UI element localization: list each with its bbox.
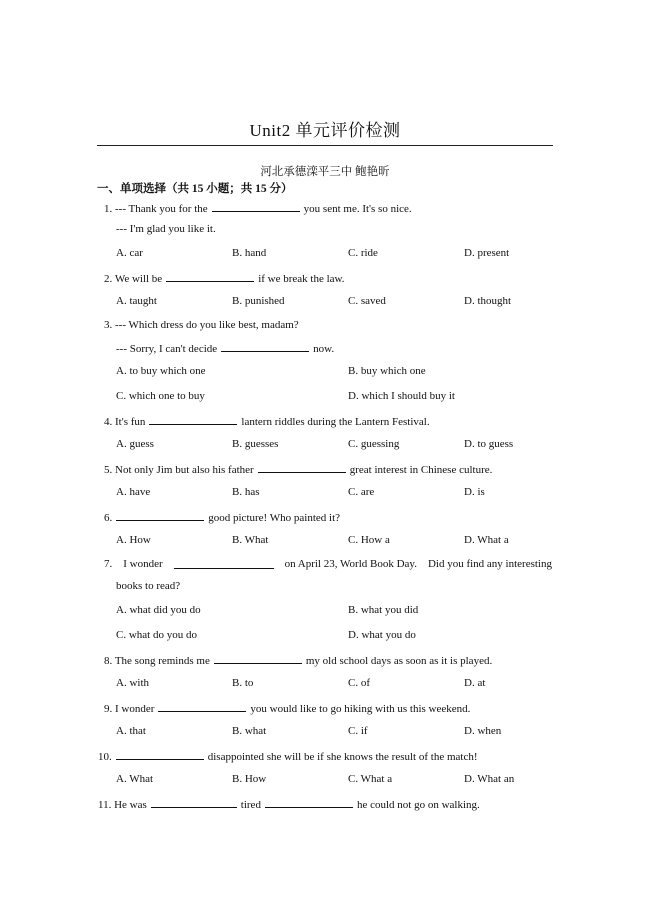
option-a: A. that	[116, 725, 146, 737]
option-d: D. What an	[464, 773, 515, 785]
option-d: D. present	[464, 247, 510, 259]
question-10: 10. disappointed she will be if she knows the result of the match!	[98, 748, 478, 764]
question-2: 2. We will be if we break the law.	[104, 270, 345, 286]
option-d: D. thought	[464, 295, 512, 307]
option-a: A. taught	[116, 295, 157, 307]
question-number: 2.	[104, 273, 113, 285]
answer-blank	[258, 461, 346, 473]
option-c: C. of	[348, 677, 370, 689]
question-8: 8. The song reminds me my old school days as soon as it is played.	[104, 652, 492, 668]
option-c: C. what do you do	[116, 629, 197, 641]
question-1-reply: --- I'm glad you like it.	[116, 223, 216, 235]
option-b: B. buy which one	[348, 365, 426, 377]
question-number: 6.	[104, 512, 113, 524]
question-7-continued: books to read?	[116, 580, 181, 592]
question-4: 4. It's fun lantern riddles during the Lantern Festival.	[104, 413, 430, 429]
question-9: 9. I wonder you would like to go hiking with us this weekend.	[104, 700, 470, 716]
question-11: 11. He was tired he could not go on walking.	[98, 796, 480, 812]
option-b: B. What	[232, 534, 269, 546]
option-a: A. How	[116, 534, 151, 546]
option-d: D. at	[464, 677, 486, 689]
option-d: D. which I should buy it	[348, 390, 455, 402]
option-b: B. guesses	[232, 438, 279, 450]
question-6: 6. good picture! Who painted it?	[104, 509, 340, 525]
question-3: 3. --- Which dress do you like best, madam?	[104, 319, 299, 331]
option-d: D. what you do	[348, 629, 416, 641]
option-a: A. car	[116, 247, 143, 259]
question-number: 7.	[104, 558, 113, 570]
option-b: B. what you did	[348, 604, 419, 616]
option-a: A. have	[116, 486, 151, 498]
question-number: 5.	[104, 464, 113, 476]
answer-blank	[158, 700, 246, 712]
author-line: 河北承德滦平三中 鲍艳昕	[260, 166, 390, 178]
question-number: 1.	[104, 203, 113, 215]
option-c: C. How a	[348, 534, 390, 546]
question-number: 8.	[104, 655, 113, 667]
option-a: A. with	[116, 677, 149, 689]
question-5: 5. Not only Jim but also his father great interest in Chinese culture.	[104, 461, 492, 477]
question-1: 1. --- Thank you for the you sent me. It's so nice.	[104, 200, 412, 216]
option-d: D. when	[464, 725, 502, 737]
option-c: C. if	[348, 725, 368, 737]
option-c: C. are	[348, 486, 375, 498]
answer-blank	[214, 652, 302, 664]
option-c: C. ride	[348, 247, 378, 259]
question-number: 11.	[98, 799, 112, 811]
option-b: B. to	[232, 677, 254, 689]
option-c: C. saved	[348, 295, 386, 307]
option-c: C. guessing	[348, 438, 400, 450]
option-a: A. guess	[116, 438, 154, 450]
option-d: D. to guess	[464, 438, 514, 450]
option-b: B. How	[232, 773, 267, 785]
option-c: C. which one to buy	[116, 390, 205, 402]
answer-blank	[174, 557, 274, 569]
option-a: A. to buy which one	[116, 365, 206, 377]
option-b: B. what	[232, 725, 267, 737]
answer-blank	[166, 270, 254, 282]
answer-blank	[116, 509, 204, 521]
option-b: B. hand	[232, 247, 267, 259]
option-a: A. What	[116, 773, 154, 785]
section-heading: 一、单项选择（共 15 小题；共 15 分）	[97, 183, 293, 195]
question-number: 4.	[104, 416, 113, 428]
option-d: D. What a	[464, 534, 509, 546]
question-number: 10.	[98, 751, 112, 763]
question-3-reply: --- Sorry, I can't decide now.	[116, 340, 334, 356]
answer-blank	[149, 413, 237, 425]
option-c: C. What a	[348, 773, 393, 785]
answer-blank	[151, 796, 237, 808]
answer-blank	[265, 796, 353, 808]
option-d: D. is	[464, 486, 485, 498]
answer-blank	[221, 340, 309, 352]
option-a: A. what did you do	[116, 604, 201, 616]
answer-blank	[212, 200, 300, 212]
question-number: 9.	[104, 703, 113, 715]
answer-blank	[116, 748, 204, 760]
option-b: B. has	[232, 486, 260, 498]
question-7: 7. I wonder on April 23, World Book Day. Did you find any interesting	[104, 558, 552, 570]
document-title: Unit2 单元评价检测	[249, 121, 401, 140]
option-b: B. punished	[232, 295, 285, 307]
question-number: 3.	[104, 319, 113, 331]
title-underline	[97, 145, 553, 146]
